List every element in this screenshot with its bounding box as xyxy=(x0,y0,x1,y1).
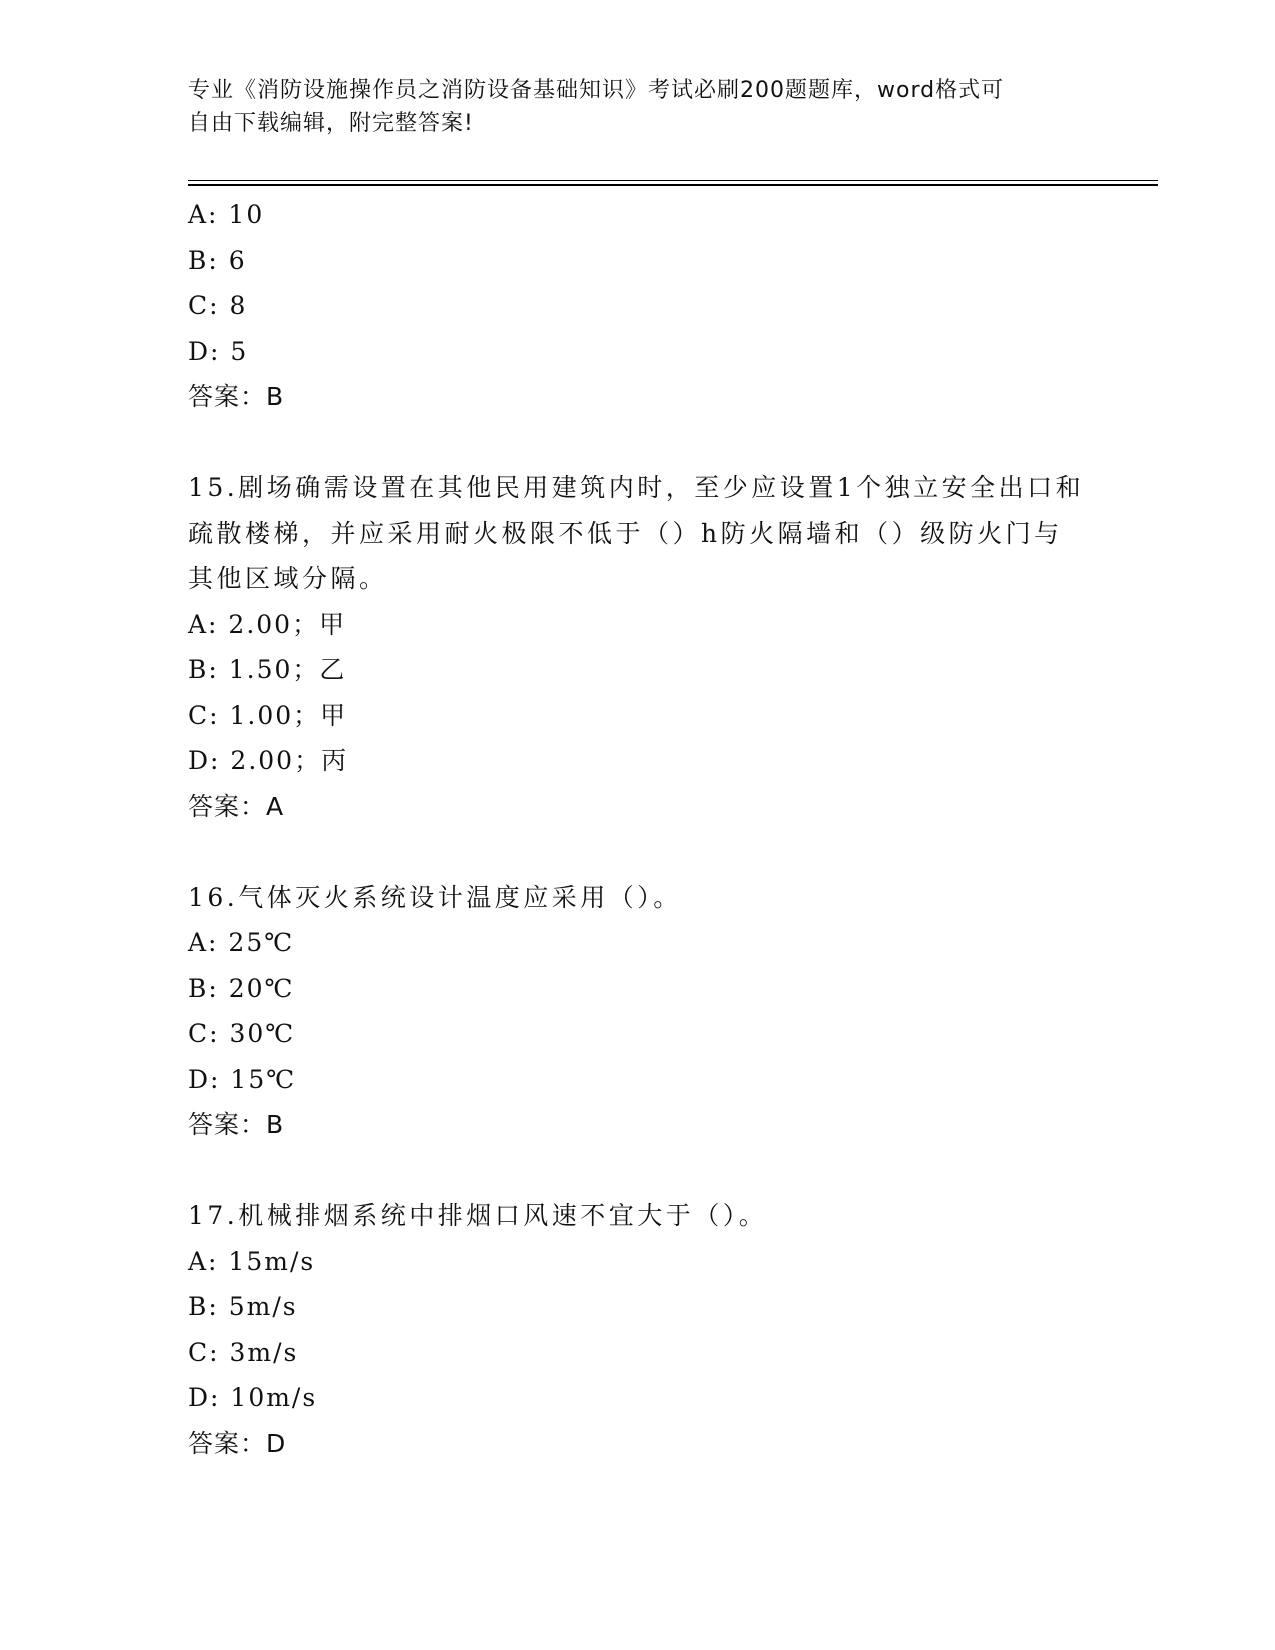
question-stem: 15.剧场确需设置在其他民用建筑内时，至少应设置1个独立安全出口和疏散楼梯，并应采用耐火极限不低于（）h防火隔墙和（）级防火门与其他区域分隔。 xyxy=(188,473,1085,593)
option-b: B: 1.50；乙 xyxy=(188,655,347,684)
question-block-17 xyxy=(188,1193,1088,1466)
option-d: D: 15℃ xyxy=(188,1064,297,1094)
block-gap xyxy=(188,420,1088,466)
answer-line: 答案：B xyxy=(188,382,285,411)
option-a: A: 25℃ xyxy=(188,928,295,957)
header-divider-thick xyxy=(188,184,1158,186)
option-c: C: 8 xyxy=(188,291,248,320)
answer-line: 答案：A xyxy=(188,791,285,821)
header-line-1: 专业《消防设施操作员之消防设备基础知识》考试必刷200题题库，word格式可 xyxy=(188,78,1005,103)
block-gap xyxy=(188,1148,1088,1194)
question-stem: 16.气体灭火系统设计温度应采用（）。 xyxy=(188,882,682,912)
question-block-16 xyxy=(188,875,1088,1148)
question-list xyxy=(188,192,1088,1466)
option-c: C: 3m/s xyxy=(188,1337,299,1367)
answer-line: 答案：D xyxy=(188,1428,287,1458)
document-header xyxy=(188,74,1088,140)
option-d: D: 5 xyxy=(188,336,249,366)
question-block-14 xyxy=(188,192,1088,420)
option-a: A: 2.00；甲 xyxy=(188,609,347,639)
option-a: A: 10 xyxy=(188,200,265,229)
option-b: B: 6 xyxy=(188,245,247,275)
option-b: B: 20℃ xyxy=(188,973,295,1003)
option-d: D: 10m/s xyxy=(188,1383,318,1412)
block-gap xyxy=(188,829,1088,875)
header-divider-thin xyxy=(188,180,1158,181)
option-d: D: 2.00；丙 xyxy=(188,746,349,775)
header-line-2: 自由下载编辑，附完整答案! xyxy=(188,111,474,136)
option-c: C: 30℃ xyxy=(188,1019,296,1048)
question-block-15 xyxy=(188,465,1088,829)
question-stem: 17.机械排烟系统中排烟口风速不宜大于（）。 xyxy=(188,1201,768,1230)
option-c: C: 1.00；甲 xyxy=(188,700,348,730)
answer-line: 答案：B xyxy=(188,1110,285,1139)
option-b: B: 5m/s xyxy=(188,1292,298,1321)
option-a: A: 15m/s xyxy=(188,1246,316,1276)
